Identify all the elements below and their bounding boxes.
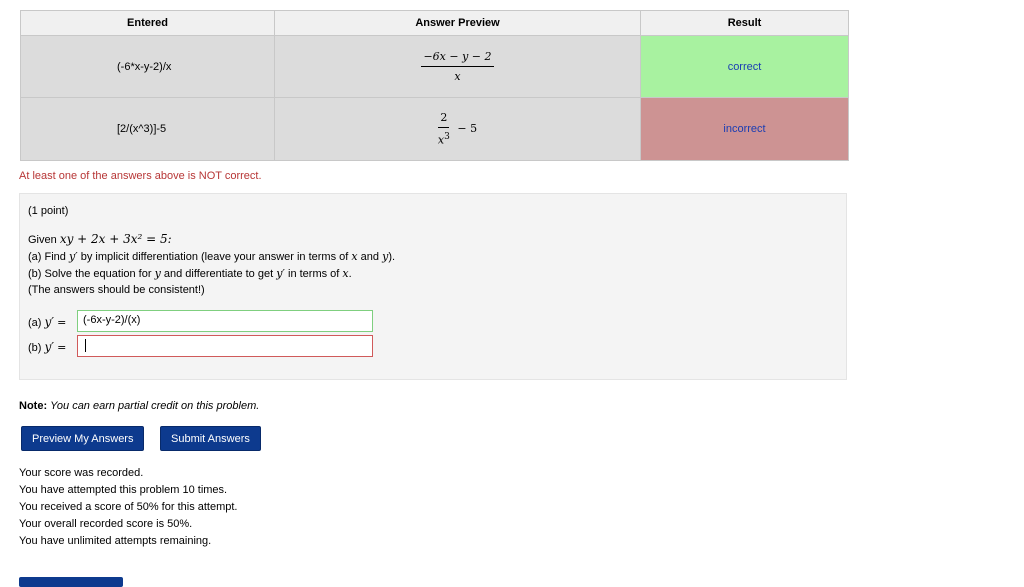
status-line: You have attempted this problem 10 times. [19, 484, 228, 496]
header-result: Result [641, 11, 849, 36]
status-line: You have unlimited attempts remaining. [19, 535, 212, 547]
input-b-label [28, 340, 66, 354]
submit-answers-button[interactable]: Submit Answers [160, 426, 261, 451]
preview-den-base: x [437, 133, 445, 147]
input-b-equals: = [57, 341, 67, 354]
input-b-yprime: y′ [44, 340, 55, 354]
status-line: Your overall recorded score is 50%. [19, 518, 193, 530]
bottom-button[interactable] [19, 577, 123, 587]
problem-box [19, 193, 847, 380]
part-a-find: (a) Find [28, 251, 66, 263]
results-table [20, 10, 849, 161]
status-line: You received a score of 50% for this attempt. [19, 501, 238, 513]
problem-points: (1 point) [28, 205, 69, 217]
results-header-row [21, 11, 849, 36]
part-b-yprime: y′ [276, 267, 285, 280]
part-b-x: x [342, 267, 349, 280]
part-a-y: y [382, 250, 389, 263]
input-a-yprime: y′ [44, 315, 55, 329]
preview-cell [275, 36, 641, 98]
preview-fraction [421, 49, 493, 84]
part-b-diff: and differentiate to get [163, 268, 274, 280]
preview-answers-button[interactable]: Preview My Answers [21, 426, 144, 451]
table-row [21, 36, 849, 98]
partial-credit-note [19, 400, 259, 412]
part-b-terms: in terms of [288, 268, 340, 280]
input-a-equals: = [57, 316, 67, 329]
result-cell-incorrect: incorrect [641, 98, 849, 161]
header-answer-preview: Answer Preview [275, 11, 641, 36]
input-a-label [28, 315, 66, 329]
answer-a-input[interactable]: (-6x-y-2)/(x) [77, 310, 373, 332]
preview-fraction [438, 110, 450, 148]
input-a-letter: (a) [28, 317, 42, 329]
preview-numerator: −6x − y − 2 [421, 49, 493, 67]
note-label: Note: [19, 400, 48, 412]
part-a-yprime: y′ [68, 250, 78, 263]
given-equation: xy + 2x + 3x² = 5: [59, 232, 172, 246]
input-b-letter: (b) [28, 342, 42, 354]
header-entered: Entered [21, 11, 275, 36]
preview-rest: − 5 [457, 122, 478, 135]
score-status [19, 465, 238, 550]
answer-b-input[interactable] [77, 335, 373, 357]
part-b-text: (b) Solve the equation for y and differentiate to get y′ in terms of x. [28, 267, 352, 280]
preview-cell [275, 98, 641, 161]
part-b-y: y [154, 267, 161, 280]
preview-den-exponent: 3 [444, 132, 450, 143]
part-a-end: ). [388, 251, 396, 263]
text-caret [85, 339, 86, 352]
status-line: Your score was recorded. [19, 467, 144, 479]
given-prefix: Given [28, 234, 57, 246]
result-cell-correct: correct [641, 36, 849, 98]
part-b-solve: (b) Solve the equation for [28, 268, 152, 280]
consistency-note: (The answers should be consistent!) [28, 284, 205, 296]
part-a-and: and [360, 251, 380, 263]
part-a-x: x [351, 250, 358, 263]
preview-denominator: x [454, 70, 461, 83]
preview-numerator: 2 [438, 110, 449, 128]
note-text: You can earn partial credit on this problem. [50, 400, 260, 412]
warning-message: At least one of the answers above is NOT correct. [19, 170, 262, 182]
preview-denominator [438, 128, 450, 148]
part-a-text [28, 250, 395, 263]
part-a-desc: by implicit differentiation (leave your answer in terms of [80, 251, 349, 263]
table-row [21, 98, 849, 161]
entered-cell: (-6*x-y-2)/x [21, 36, 275, 98]
problem-given [28, 232, 172, 246]
entered-cell: [2/(x^3)]-5 [21, 98, 275, 161]
